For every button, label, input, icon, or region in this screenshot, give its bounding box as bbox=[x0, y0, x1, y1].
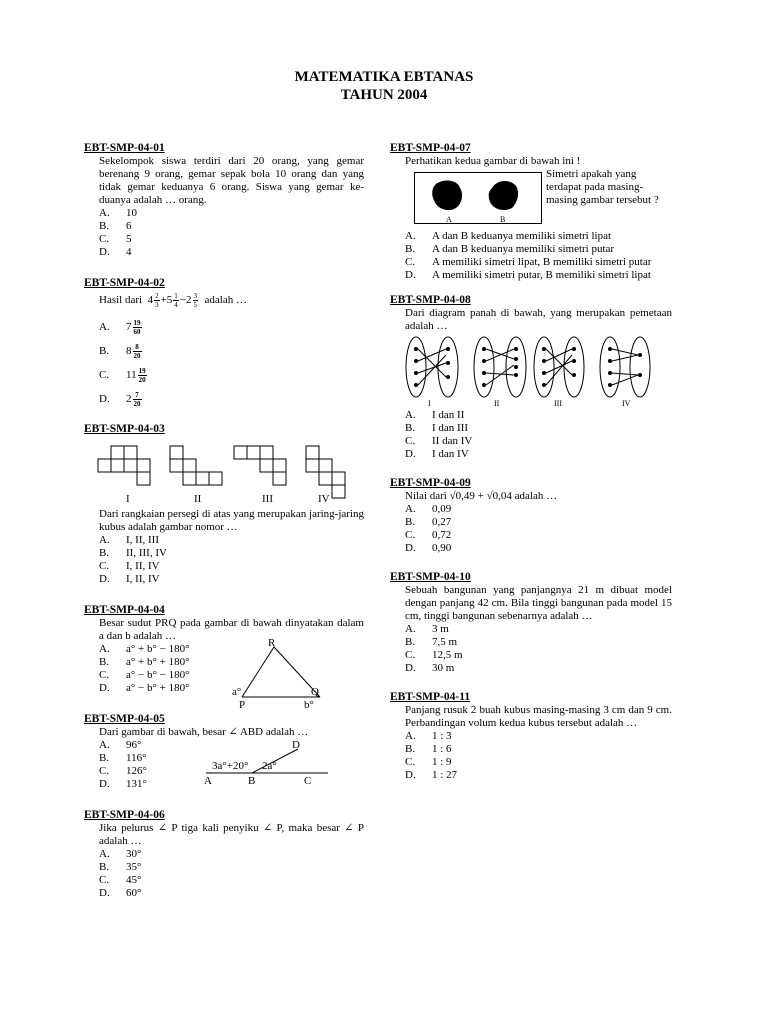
option-text: a° + b° + 180° bbox=[126, 656, 190, 668]
question-07 bbox=[390, 142, 672, 282]
question-06 bbox=[84, 809, 364, 900]
question-02 bbox=[84, 277, 364, 411]
denominator: 20 bbox=[133, 351, 141, 360]
diagram-label-iv: IV bbox=[622, 399, 631, 408]
numerator: 2 bbox=[155, 292, 159, 300]
option-text: 1 : 3 bbox=[432, 730, 452, 742]
numerator: 19 bbox=[133, 318, 141, 327]
question-04 bbox=[84, 604, 364, 711]
operator-2: − bbox=[179, 294, 187, 306]
option-letter: C. bbox=[99, 233, 110, 245]
option-d[interactable] bbox=[99, 887, 364, 900]
option-letter: A. bbox=[99, 534, 110, 546]
options bbox=[84, 534, 364, 586]
option-letter: C. bbox=[99, 368, 110, 381]
question-03 bbox=[84, 423, 364, 586]
question-text: Sebuah bangunan yang panjangnya 21 m dibuat model dengan panjang 42 cm. Bila tinggi bangunan pada model 15 cm, tinggi bangunan sebenarnya adalah … bbox=[405, 584, 672, 622]
option-c[interactable] bbox=[99, 363, 364, 387]
option-d[interactable] bbox=[405, 448, 672, 461]
question-05 bbox=[84, 713, 364, 791]
page-subtitle: TAHUN 2004 bbox=[340, 87, 428, 103]
cube-nets-figure bbox=[84, 436, 364, 508]
angle-b: b° bbox=[304, 699, 314, 711]
fraction-2 bbox=[173, 292, 179, 309]
options bbox=[390, 230, 672, 282]
whole-1: 4 bbox=[147, 294, 154, 306]
option-c[interactable] bbox=[99, 233, 364, 246]
option-letter: D. bbox=[405, 662, 416, 674]
question-text: Sekelompok siswa terdiri dari 20 orang, yang gemar berenang 9 orang, gemar sepak bola 10 orang dan yang tidak gemar keduanya 6 orang. Siswa yang gemar ke-duanya adalah … orang. bbox=[99, 155, 364, 206]
option-text: 0,90 bbox=[432, 542, 452, 554]
denominator: 3 bbox=[155, 301, 159, 309]
option-a[interactable] bbox=[405, 730, 672, 743]
option-text: 7,5 m bbox=[432, 636, 458, 648]
option-text: I, II, IV bbox=[126, 573, 160, 585]
shape-b bbox=[489, 181, 518, 210]
question-01 bbox=[84, 142, 364, 259]
option-text: 45° bbox=[126, 874, 142, 886]
numerator: 19 bbox=[138, 366, 146, 375]
option-b[interactable] bbox=[99, 547, 364, 560]
question-text: Nilai dari √0,49 + √0,04 adalah … bbox=[405, 490, 558, 502]
option-letter: C. bbox=[99, 874, 110, 886]
option-a[interactable] bbox=[99, 315, 364, 339]
option-text: 5 bbox=[126, 233, 132, 245]
option-text: 116° bbox=[126, 752, 147, 764]
option-text: 35° bbox=[126, 861, 142, 873]
diagram-iv bbox=[600, 337, 650, 397]
options bbox=[390, 409, 672, 461]
option-b[interactable] bbox=[405, 243, 672, 256]
option-a[interactable] bbox=[99, 848, 364, 861]
whole: 2 bbox=[126, 392, 132, 405]
question-09 bbox=[390, 477, 672, 555]
fraction-3 bbox=[193, 292, 199, 309]
option-text: I, II, IV bbox=[126, 560, 160, 572]
option-text: 4 bbox=[126, 246, 132, 258]
option-letter: B. bbox=[405, 636, 416, 648]
option-c[interactable] bbox=[405, 256, 672, 269]
question-10 bbox=[390, 571, 672, 675]
question-11 bbox=[390, 691, 672, 782]
option-letter: A. bbox=[405, 503, 416, 515]
option-text: a° + b° − 180° bbox=[126, 643, 190, 655]
option-text: 131° bbox=[126, 778, 147, 790]
numerator: 3 bbox=[193, 292, 198, 300]
option-letter: D. bbox=[405, 448, 416, 460]
fraction bbox=[133, 391, 142, 408]
option-letter: A. bbox=[405, 623, 416, 635]
expression bbox=[148, 292, 199, 309]
option-letter: D. bbox=[405, 769, 416, 781]
option-c[interactable] bbox=[405, 756, 672, 769]
question-text: Jika pelurus ∠ P tiga kali penyiku ∠ P, maka besar ∠ P adalah … bbox=[99, 822, 364, 847]
options bbox=[390, 623, 672, 675]
question-code: EBT-SMP-04-11 bbox=[390, 691, 471, 703]
net-label-iii: III bbox=[262, 493, 273, 505]
vertex-p: P bbox=[239, 699, 246, 711]
option-b[interactable] bbox=[405, 743, 672, 756]
question-code: EBT-SMP-04-07 bbox=[390, 142, 471, 154]
option-text: 12,5 m bbox=[432, 649, 463, 661]
option-c[interactable] bbox=[405, 435, 672, 448]
diagram-ii bbox=[474, 337, 526, 397]
option-c[interactable] bbox=[405, 649, 672, 662]
option-letter: B. bbox=[99, 220, 110, 232]
net-label-ii: II bbox=[194, 493, 202, 505]
angle-right-label: 2a° bbox=[262, 760, 277, 772]
option-text: 30° bbox=[126, 848, 142, 860]
option-c[interactable] bbox=[405, 529, 672, 542]
right-column bbox=[390, 142, 672, 794]
option-a[interactable] bbox=[405, 409, 672, 422]
numerator: 7 bbox=[133, 391, 142, 400]
option-letter: B. bbox=[405, 243, 416, 255]
option-letter: D. bbox=[99, 778, 110, 790]
fraction bbox=[133, 319, 142, 336]
question-08 bbox=[390, 294, 672, 461]
net-ii bbox=[170, 446, 222, 485]
question-code: EBT-SMP-04-05 bbox=[84, 713, 165, 725]
option-letter: B. bbox=[405, 516, 416, 528]
denominator: 5 bbox=[193, 301, 198, 309]
option-b[interactable] bbox=[99, 220, 364, 233]
option-b[interactable] bbox=[405, 636, 672, 649]
whole: 11 bbox=[126, 368, 137, 381]
option-letter: A. bbox=[405, 230, 416, 242]
option-text: I dan IV bbox=[432, 448, 469, 460]
option-text: 126° bbox=[126, 765, 147, 777]
whole: 8 bbox=[126, 344, 132, 357]
vertex-q: Q bbox=[311, 686, 319, 698]
net-label-i: I bbox=[126, 493, 130, 505]
option-text: a° − b° − 180° bbox=[126, 669, 190, 681]
option-a[interactable] bbox=[99, 207, 364, 220]
question-text: Dari diagram panah di bawah, yang merupakan pemetaan adalah … bbox=[405, 307, 672, 332]
whole-3: 2 bbox=[186, 294, 192, 306]
option-text: I dan II bbox=[432, 409, 465, 421]
option-a[interactable] bbox=[405, 623, 672, 636]
option-letter: C. bbox=[405, 529, 416, 541]
question-text: Dari rangkaian persegi di atas yang merupakan jaring-jaring kubus adalah gambar nomor … bbox=[99, 508, 364, 533]
diagram-dots bbox=[414, 347, 642, 387]
question-code: EBT-SMP-04-06 bbox=[84, 809, 165, 821]
option-d[interactable] bbox=[405, 769, 672, 782]
q05-body bbox=[84, 739, 364, 791]
option-letter: D. bbox=[99, 392, 110, 405]
question-text: Panjang rusuk 2 buah kubus masing-masing 3 cm dan 9 cm. Perbandingan volum kedua kubus tersebut adalah … bbox=[405, 704, 672, 729]
option-letter: B. bbox=[405, 743, 416, 755]
option-letter: C. bbox=[405, 435, 416, 447]
option-text: A memiliki simetri lipat, B memiliki simetri putar bbox=[432, 256, 652, 268]
option-text: 3 m bbox=[432, 623, 449, 635]
text-suffix: adalah … bbox=[204, 294, 247, 306]
page-title: MATEMATIKA EBTANAS bbox=[294, 69, 474, 85]
operator-1: + bbox=[160, 294, 167, 306]
option-letter: D. bbox=[99, 246, 110, 258]
option-text: 60° bbox=[126, 887, 142, 899]
symmetry-figure bbox=[390, 168, 672, 230]
option-letter: A. bbox=[405, 730, 416, 742]
option-b[interactable] bbox=[405, 422, 672, 435]
option-letter: D. bbox=[99, 573, 110, 585]
option-text: II dan IV bbox=[432, 435, 473, 447]
net-iii bbox=[234, 446, 286, 485]
option-letter: B. bbox=[405, 422, 416, 434]
option-text: 0,09 bbox=[432, 503, 452, 515]
angle-a: a° bbox=[232, 686, 242, 698]
diagram-i bbox=[406, 337, 458, 397]
option-text: 0,27 bbox=[432, 516, 452, 528]
options bbox=[84, 207, 364, 259]
fraction-1 bbox=[154, 292, 160, 309]
option-d[interactable] bbox=[99, 246, 364, 259]
fraction bbox=[133, 343, 142, 360]
question-code: EBT-SMP-04-10 bbox=[390, 571, 471, 583]
option-text: 0,72 bbox=[432, 529, 452, 541]
symmetry-svg bbox=[414, 172, 542, 224]
option-text: 10 bbox=[126, 207, 137, 219]
option-text: 1 : 9 bbox=[432, 756, 452, 768]
denominator: 20 bbox=[138, 375, 146, 384]
question-code: EBT-SMP-04-01 bbox=[84, 142, 165, 154]
net-iv bbox=[306, 446, 345, 498]
option-letter: C. bbox=[405, 256, 416, 268]
option-letter: D. bbox=[405, 269, 416, 281]
point-c: C bbox=[304, 775, 312, 787]
question-text: Besar sudut PRQ pada gambar di bawah dinyatakan dalam a dan b adalah … bbox=[99, 617, 364, 642]
option-letter: B. bbox=[99, 861, 110, 873]
option-letter: A. bbox=[99, 320, 110, 333]
triangle-figure bbox=[232, 641, 332, 711]
option-text: I dan III bbox=[432, 422, 469, 434]
option-letter: B. bbox=[99, 656, 110, 668]
option-text: 96° bbox=[126, 739, 142, 751]
option-letter: D. bbox=[99, 682, 110, 694]
label-a: A bbox=[446, 215, 452, 224]
option-text: A dan B keduanya memiliki simetri lipat bbox=[432, 230, 612, 242]
option-text: 30 m bbox=[432, 662, 455, 674]
options bbox=[84, 848, 364, 900]
point-a: A bbox=[204, 775, 212, 787]
option-text: a° − b° + 180° bbox=[126, 682, 190, 694]
option-b[interactable] bbox=[405, 516, 672, 529]
option-a[interactable] bbox=[405, 503, 672, 516]
option-letter: D. bbox=[405, 542, 416, 554]
net-i bbox=[98, 446, 150, 485]
option-d[interactable] bbox=[99, 573, 364, 586]
net-label-iv: IV bbox=[318, 493, 330, 505]
question-text: Dari gambar di bawah, besar ∠ ABD adalah … bbox=[99, 726, 309, 738]
option-c[interactable] bbox=[99, 874, 364, 887]
option-letter: B. bbox=[99, 752, 110, 764]
option-d[interactable] bbox=[99, 387, 364, 411]
option-letter: C. bbox=[99, 765, 110, 777]
shape-a bbox=[432, 181, 462, 211]
side-text: Simetri apakah yang terdapat pada masing-masing gambar tersebut ? bbox=[546, 168, 659, 206]
option-text: A memiliki simetri putar, B memiliki simetri lipat bbox=[432, 269, 651, 281]
option-letter: A. bbox=[99, 848, 110, 860]
options bbox=[390, 730, 672, 782]
question-code: EBT-SMP-04-08 bbox=[390, 294, 471, 306]
denominator: 20 bbox=[133, 399, 141, 408]
option-letter: B. bbox=[99, 344, 110, 357]
denominator: 4 bbox=[174, 301, 178, 309]
arrow-diagrams bbox=[390, 333, 672, 409]
left-column bbox=[84, 142, 364, 912]
numerator: 8 bbox=[133, 343, 142, 352]
option-text: 1 : 27 bbox=[432, 769, 458, 781]
denominator: 60 bbox=[133, 327, 141, 336]
angle-left-label: 3a°+20° bbox=[212, 760, 249, 772]
fraction bbox=[138, 367, 147, 384]
question-code: EBT-SMP-04-02 bbox=[84, 277, 165, 289]
point-b: B bbox=[248, 775, 256, 787]
diagram-label-i: I bbox=[428, 399, 431, 408]
option-letter: C. bbox=[405, 756, 416, 768]
option-d[interactable] bbox=[405, 662, 672, 675]
diagram-label-ii: II bbox=[494, 399, 500, 408]
option-letter: A. bbox=[405, 409, 416, 421]
option-letter: C. bbox=[405, 649, 416, 661]
diagram-iii bbox=[534, 337, 584, 397]
vertex-r: R bbox=[268, 637, 276, 649]
question-code: EBT-SMP-04-09 bbox=[390, 477, 471, 489]
question-code: EBT-SMP-04-03 bbox=[84, 423, 165, 435]
option-d[interactable] bbox=[405, 542, 672, 555]
options bbox=[84, 315, 364, 411]
option-b[interactable] bbox=[99, 339, 364, 363]
option-a[interactable] bbox=[99, 534, 364, 547]
option-a[interactable] bbox=[405, 230, 672, 243]
option-d[interactable] bbox=[405, 269, 672, 282]
option-c[interactable] bbox=[99, 560, 364, 573]
option-b[interactable] bbox=[99, 861, 364, 874]
text-prefix: Hasil dari bbox=[99, 294, 143, 306]
option-letter: C. bbox=[99, 560, 110, 572]
question-text: Perhatikan kedua gambar di bawah ini ! bbox=[405, 155, 581, 167]
option-text: II, III, IV bbox=[126, 547, 167, 559]
option-letter: A. bbox=[99, 207, 110, 219]
option-letter: D. bbox=[99, 887, 110, 899]
numerator: 1 bbox=[174, 292, 178, 300]
question-text bbox=[99, 292, 364, 309]
option-letter: C. bbox=[99, 669, 110, 681]
label-b: B bbox=[500, 215, 506, 224]
option-letter: A. bbox=[99, 643, 110, 655]
option-text: 6 bbox=[126, 220, 132, 232]
q04-body bbox=[84, 637, 364, 711]
option-letter: B. bbox=[99, 547, 110, 559]
whole-2: 5 bbox=[166, 294, 173, 306]
option-text: A dan B keduanya memiliki simetri putar bbox=[432, 243, 615, 255]
option-text: 1 : 6 bbox=[432, 743, 452, 755]
option-letter: A. bbox=[99, 739, 110, 751]
diagram-label-iii: III bbox=[554, 399, 562, 408]
arrow-diagrams-svg bbox=[404, 335, 684, 407]
whole: 7 bbox=[126, 320, 132, 333]
options bbox=[390, 503, 672, 555]
question-code: EBT-SMP-04-04 bbox=[84, 604, 165, 616]
option-text: I, II, III bbox=[126, 534, 159, 546]
point-d: D bbox=[292, 739, 300, 751]
